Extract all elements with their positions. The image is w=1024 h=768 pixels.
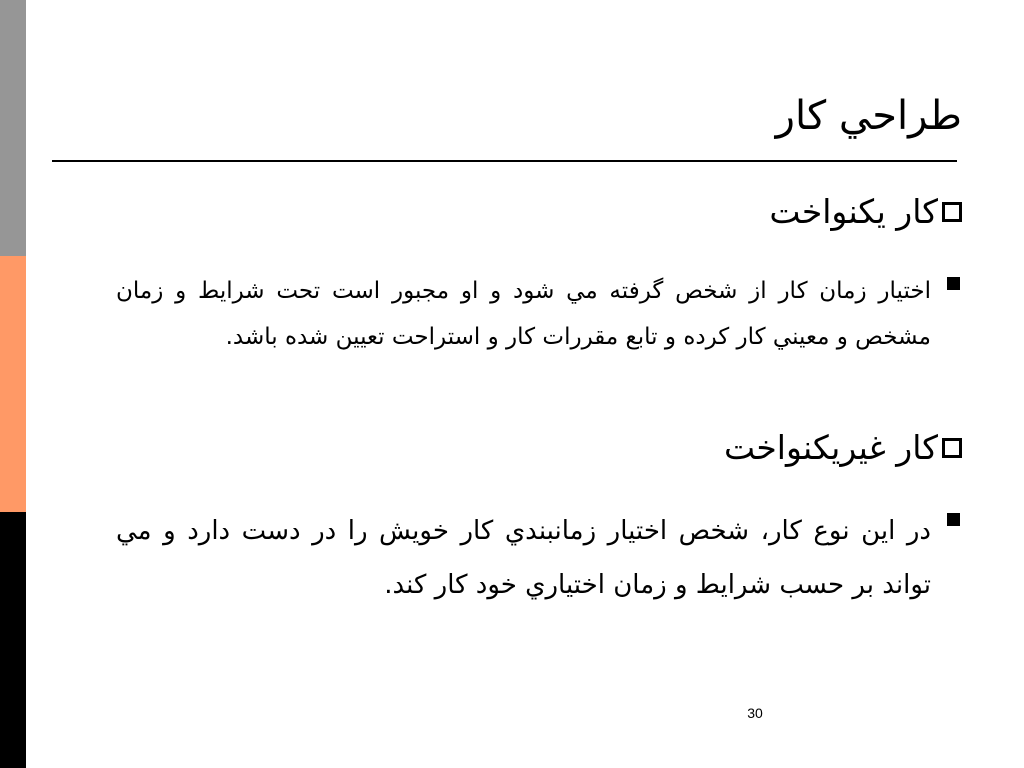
bullet-level1-uniform-work bbox=[769, 190, 962, 234]
side-bar-black-segment bbox=[0, 512, 26, 768]
hollow-square-icon bbox=[942, 202, 962, 222]
side-bar-orange-segment bbox=[0, 256, 26, 512]
bullet-heading-uniform-work: كار يكنواخت bbox=[769, 192, 938, 231]
bullet-level1-nonuniform-work bbox=[724, 426, 962, 470]
decorative-side-bar bbox=[0, 0, 26, 768]
bullet-text-uniform-work-detail: اختيار زمان كار از شخص گرفته مي شود و او مجبور است تحت شرايط و زمان مشخص و معيني كار كرده و تابع مقررات كار و استراحت تعيين شده باشد. bbox=[116, 278, 931, 350]
slide-title: طراحي كار bbox=[775, 93, 962, 139]
bullet-text-nonuniform-work-detail: در اين نوع كار، شخص اختيار زمانبندي كار خويش را در دست دارد و مي تواند بر حسب شرايط و زمان اختياري خود كار كند. bbox=[116, 516, 931, 600]
bullet-level2-nonuniform-work-detail bbox=[116, 504, 962, 612]
filled-square-icon bbox=[947, 277, 960, 290]
bullet-heading-nonuniform-work: كار غيريكنواخت bbox=[723, 428, 938, 467]
hollow-square-icon bbox=[942, 438, 962, 458]
side-bar-gray-segment bbox=[0, 0, 26, 256]
slide-page-number: 30 bbox=[747, 705, 763, 721]
title-underline bbox=[52, 160, 957, 162]
bullet-level2-uniform-work-detail bbox=[116, 268, 962, 360]
filled-square-icon bbox=[947, 513, 960, 526]
